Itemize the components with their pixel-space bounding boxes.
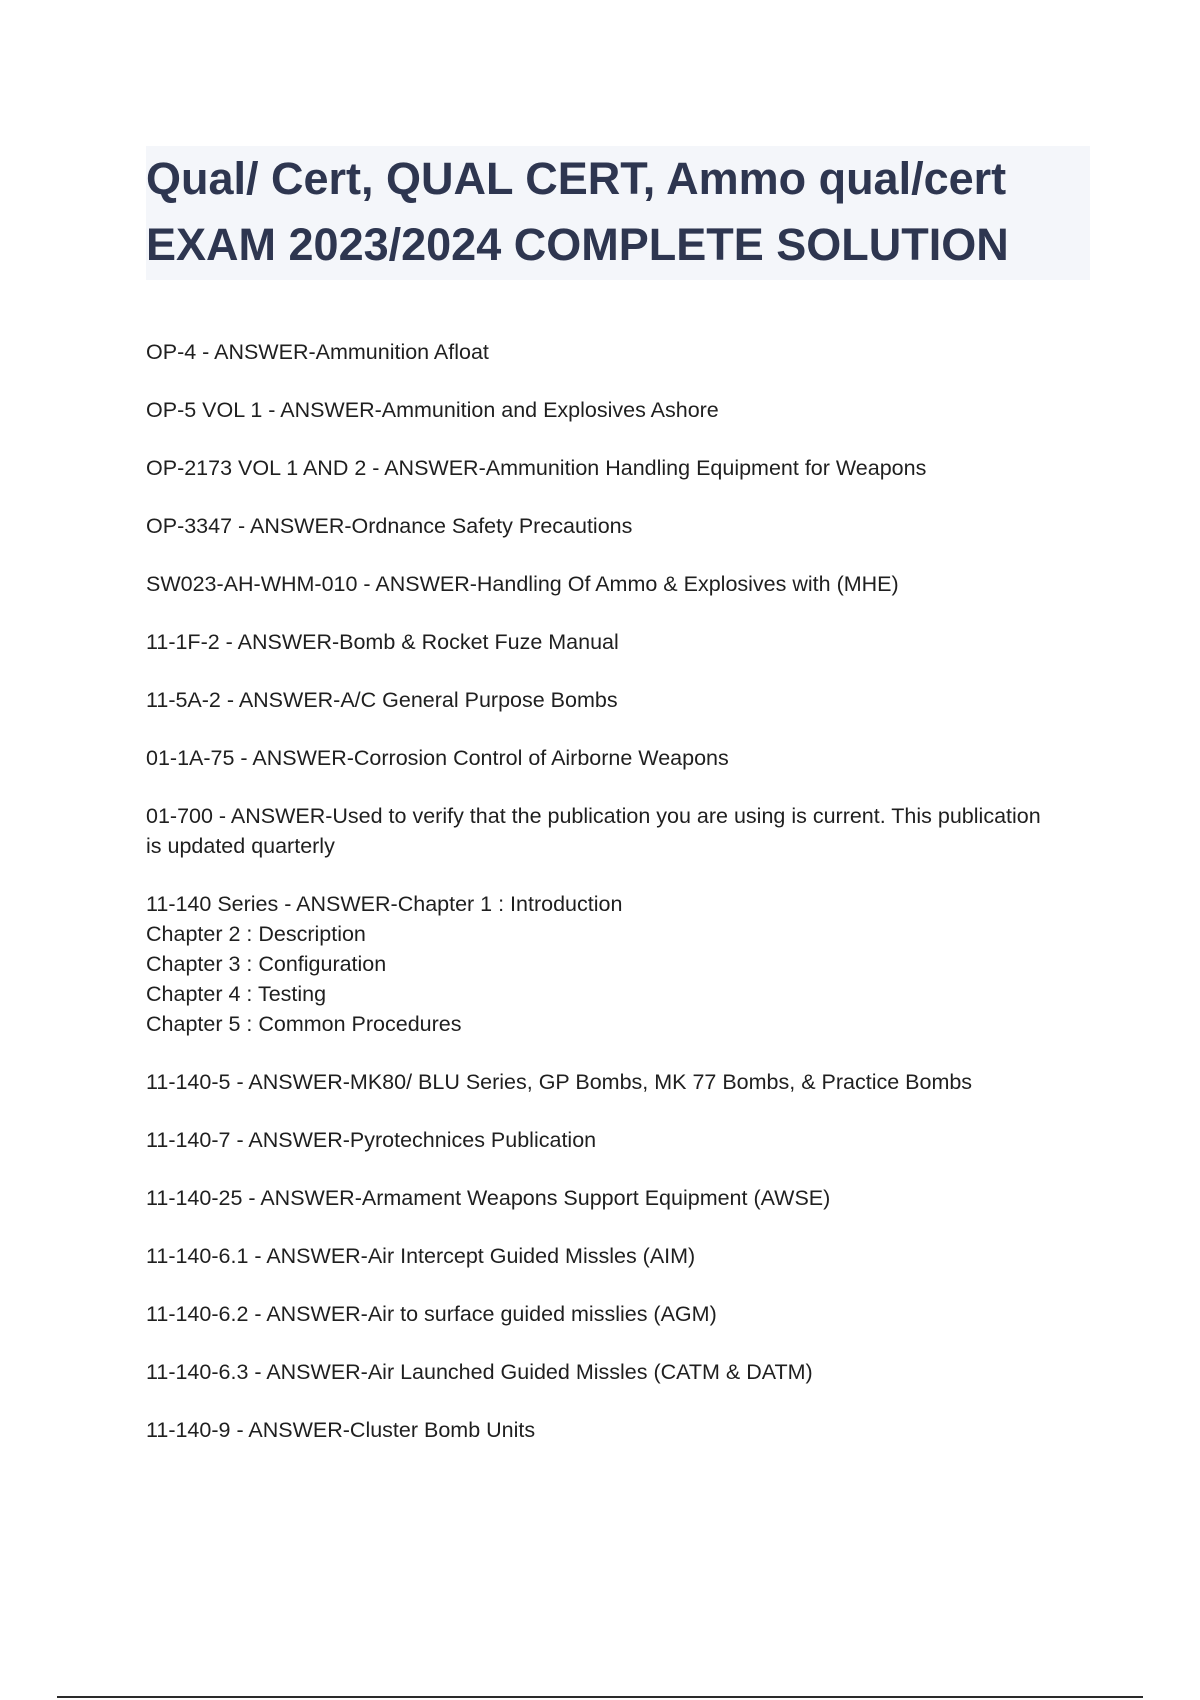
qa-item-11-140-9: 11-140-9 - ANSWER-Cluster Bomb Units bbox=[146, 1418, 536, 1442]
qa-item-op-5: OP-5 VOL 1 - ANSWER-Ammunition and Explosives Ashore bbox=[146, 398, 719, 422]
qa-item-op-2173: OP-2173 VOL 1 AND 2 - ANSWER-Ammunition Handling Equipment for Weapons bbox=[146, 456, 927, 480]
qa-item-11-140-6-3: 11-140-6.3 - ANSWER-Air Launched Guided Missles (CATM & DATM) bbox=[146, 1360, 813, 1384]
qa-item-11-140-6-2: 11-140-6.2 - ANSWER-Air to surface guided misslies (AGM) bbox=[146, 1302, 717, 1326]
qa-item-11-140-7: 11-140-7 - ANSWER-Pyrotechnices Publication bbox=[146, 1128, 597, 1152]
qa-item-01-1a-75: 01-1A-75 - ANSWER-Corrosion Control of Airborne Weapons bbox=[146, 746, 729, 770]
qa-item-11-1f-2: 11-1F-2 - ANSWER-Bomb & Rocket Fuze Manual bbox=[146, 630, 619, 654]
qa-item-op-3347: OP-3347 - ANSWER-Ordnance Safety Precautions bbox=[146, 514, 633, 538]
qa-item-11-140-5: 11-140-5 - ANSWER-MK80/ BLU Series, GP Bombs, MK 77 Bombs, & Practice Bombs bbox=[146, 1070, 973, 1094]
qa-item-11-140-series: 11-140 Series - ANSWER-Chapter 1 : Introduction Chapter 2 : Description Chapter 3 : Configuration Chapter 4 : Testing Chapter 5 : Common Procedures bbox=[146, 892, 623, 1036]
qa-item-01-700: 01-700 - ANSWER-Used to verify that the publication you are using is current. This publication is updated quarterly bbox=[146, 804, 1041, 858]
qa-item-sw023: SW023-AH-WHM-010 - ANSWER-Handling Of Ammo & Explosives with (MHE) bbox=[146, 572, 899, 596]
qa-item-op-4: OP-4 - ANSWER-Ammunition Afloat bbox=[146, 340, 489, 364]
qa-list bbox=[146, 337, 1090, 1473]
qa-item-11-140-25: 11-140-25 - ANSWER-Armament Weapons Support Equipment (AWSE) bbox=[146, 1186, 831, 1210]
qa-item-11-5a-2: 11-5A-2 - ANSWER-A/C General Purpose Bombs bbox=[146, 688, 618, 712]
document-title: Qual/ Cert, QUAL CERT, Ammo qual/cert EXAM 2023/2024 COMPLETE SOLUTION bbox=[146, 153, 1009, 270]
footer-divider bbox=[57, 1696, 1143, 1698]
qa-item-11-140-6-1: 11-140-6.1 - ANSWER-Air Intercept Guided Missles (AIM) bbox=[146, 1244, 696, 1268]
title-block bbox=[146, 146, 1090, 280]
